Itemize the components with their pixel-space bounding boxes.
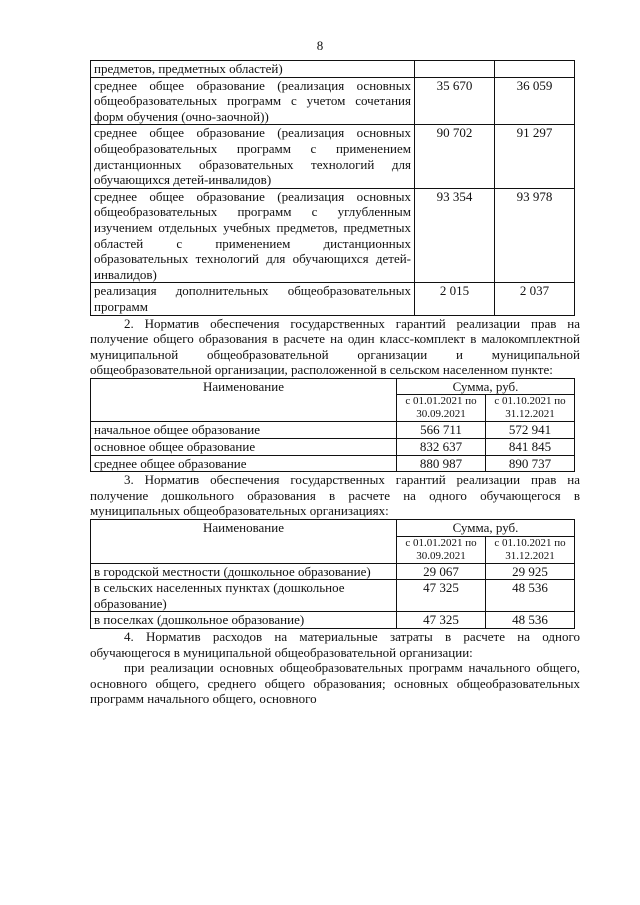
row-value-2: 48 536 xyxy=(486,580,575,612)
row-value-2: 29 925 xyxy=(486,563,575,580)
row-name: в сельских населенных пунктах (дошкольное образование) xyxy=(91,580,397,612)
row-value-1: 47 325 xyxy=(397,612,486,629)
row-value-1 xyxy=(415,61,495,78)
row-name: среднее общее образование (реализация основных общеобразовательных программ с применением дистанционных образовательных технологий для обучающихся детей-инвалидов) xyxy=(91,125,415,188)
preschool-norms-table xyxy=(90,519,575,629)
table-row xyxy=(91,580,575,612)
header-period-2: с 01.10.2021 по 31.12.2021 xyxy=(486,536,575,563)
row-value-1: 832 637 xyxy=(397,439,486,456)
header-period-2: с 01.10.2021 по 31.12.2021 xyxy=(486,395,575,422)
row-value-1: 880 987 xyxy=(397,455,486,472)
class-set-norms-table xyxy=(90,378,575,472)
table-header-row xyxy=(91,378,575,395)
table-row xyxy=(91,612,575,629)
norms-table-continued xyxy=(90,60,575,316)
paragraph-5: при реализации основных общеобразовательных программ начального общего, основного общего, среднего общего образования; основных общеобразовательных программ начального общего, основного xyxy=(90,660,580,707)
header-period-1: с 01.01.2021 по 30.09.2021 xyxy=(397,536,486,563)
table-row xyxy=(91,439,575,456)
table-row xyxy=(91,188,575,283)
table-row xyxy=(91,563,575,580)
table-row xyxy=(91,125,575,188)
row-value-1: 566 711 xyxy=(397,422,486,439)
row-name: реализация дополнительных общеобразовательных программ xyxy=(91,283,415,315)
row-value-2 xyxy=(495,61,575,78)
row-value-1: 93 354 xyxy=(415,188,495,283)
row-name: в городской местности (дошкольное образование) xyxy=(91,563,397,580)
row-value-1: 35 670 xyxy=(415,77,495,125)
row-name: основное общее образование xyxy=(91,439,397,456)
row-value-2: 841 845 xyxy=(486,439,575,456)
row-value-2: 91 297 xyxy=(495,125,575,188)
row-name: среднее общее образование (реализация основных общеобразовательных программ с учетом сочетания форм обучения (очно-заочной)) xyxy=(91,77,415,125)
row-value-1: 47 325 xyxy=(397,580,486,612)
header-sum: Сумма, руб. xyxy=(397,520,575,537)
row-value-1: 29 067 xyxy=(397,563,486,580)
row-value-1: 2 015 xyxy=(415,283,495,315)
table-row xyxy=(91,283,575,315)
row-name: предметов, предметных областей) xyxy=(91,61,415,78)
row-name: среднее общее образование (реализация основных общеобразовательных программ с углубленным изучением отдельных учебных предметов, предметных областей с применением дистанционных образовательных технологий для обучающихся детей-инвалидов) xyxy=(91,188,415,283)
row-name: в поселках (дошкольное образование) xyxy=(91,612,397,629)
header-sum: Сумма, руб. xyxy=(397,378,575,395)
row-value-2: 572 941 xyxy=(486,422,575,439)
table-row xyxy=(91,77,575,125)
paragraph-2: 2. Норматив обеспечения государственных гарантий реализации прав на получение общего образования в расчете на один класс-комплект в малокомплектной муниципальной общеобразовательной организации и муниципальной общеобразовательной организации, расположенной в сельском населенном пункте: xyxy=(90,315,580,378)
table-row xyxy=(91,455,575,472)
row-value-2: 2 037 xyxy=(495,283,575,315)
document-body xyxy=(90,60,580,707)
table-row xyxy=(91,61,575,78)
page-number: 8 xyxy=(316,38,324,53)
header-name: Наименование xyxy=(91,520,397,564)
row-name: среднее общее образование xyxy=(91,455,397,472)
table-header-row xyxy=(91,520,575,537)
header-name: Наименование xyxy=(91,378,397,422)
header-period-1: с 01.01.2021 по 30.09.2021 xyxy=(397,395,486,422)
row-value-2: 890 737 xyxy=(486,455,575,472)
row-name: начальное общее образование xyxy=(91,422,397,439)
table-row xyxy=(91,422,575,439)
row-value-2: 48 536 xyxy=(486,612,575,629)
row-value-2: 93 978 xyxy=(495,188,575,283)
paragraph-3: 3. Норматив обеспечения государственных гарантий реализации прав на получение дошкольного образования в расчете на одного обучающегося в муниципальных общеобразовательных организациях: xyxy=(90,472,580,519)
paragraph-4: 4. Норматив расходов на материальные затраты в расчете на одного обучающегося в муниципальной общеобразовательной организации: xyxy=(90,629,580,660)
row-value-2: 36 059 xyxy=(495,77,575,125)
row-value-1: 90 702 xyxy=(415,125,495,188)
